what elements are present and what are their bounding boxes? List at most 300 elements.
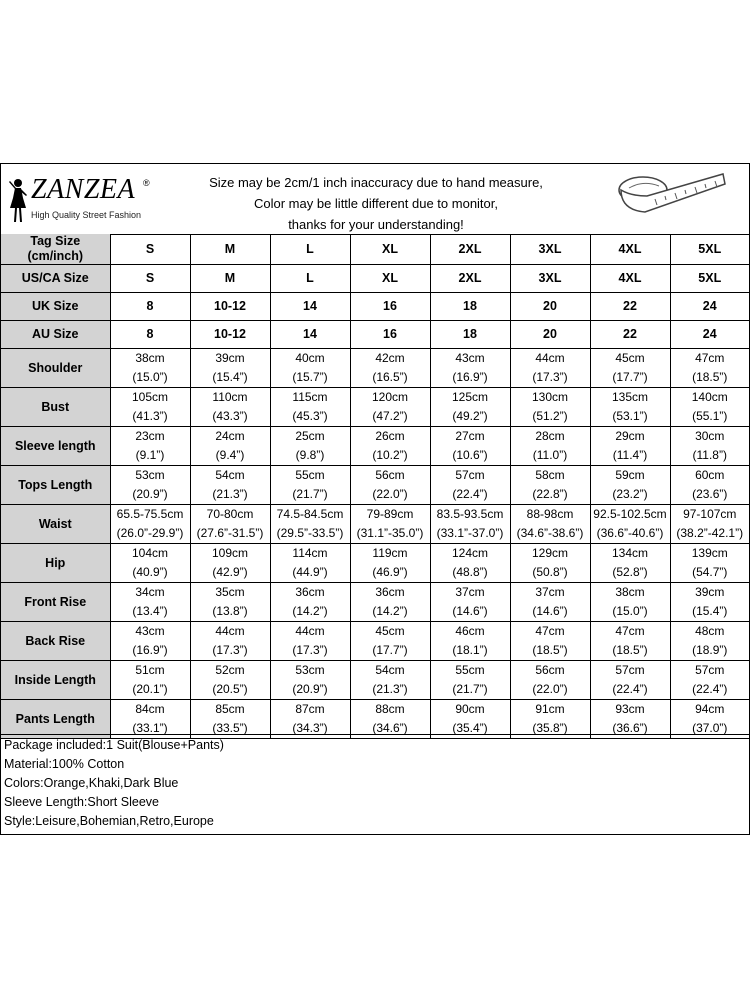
cm-value: 74.5-84.5cm xyxy=(276,507,344,521)
cm-value: 57cm xyxy=(695,663,725,677)
measure-row xyxy=(1,544,749,583)
row-label: Inside Length xyxy=(1,661,110,700)
cm-value: 47cm xyxy=(615,624,645,638)
notice-line: thanks for your understanding! xyxy=(288,217,464,232)
cm-value: 57cm xyxy=(615,663,645,677)
cm-value: 91cm xyxy=(535,702,565,716)
cm-value: 43cm xyxy=(135,624,165,638)
package-line: Sleeve Length:Short Sleeve xyxy=(4,795,159,809)
measure-cell xyxy=(190,388,270,427)
measure-cell xyxy=(510,700,590,739)
measure-row xyxy=(1,505,749,544)
cm-value: 24cm xyxy=(215,429,245,443)
package-line: Package included:1 Suit(Blouse+Pants) xyxy=(4,738,224,752)
size-cell: 24 xyxy=(670,321,749,349)
row-label: Bust xyxy=(1,388,110,427)
size-cell: 5XL xyxy=(670,234,749,265)
measure-cell xyxy=(270,505,350,544)
size-row xyxy=(1,321,749,349)
cm-value: 54cm xyxy=(375,663,405,677)
inch-value: (36.6”) xyxy=(612,721,648,735)
row-label: Tag Size (cm/inch) xyxy=(1,234,110,265)
cm-value: 36cm xyxy=(375,585,405,599)
row-label: Hip xyxy=(1,544,110,583)
inch-value: (18.1”) xyxy=(452,643,488,657)
size-cell: 2XL xyxy=(430,265,510,293)
cm-value: 83.5-93.5cm xyxy=(436,507,504,521)
inch-value: (34.3”) xyxy=(292,721,328,735)
inch-value: (21.3”) xyxy=(372,682,408,696)
cm-value: 65.5-75.5cm xyxy=(116,507,184,521)
measure-cell xyxy=(270,700,350,739)
measure-cell xyxy=(510,505,590,544)
cm-value: 130cm xyxy=(531,390,569,404)
cm-value: 84cm xyxy=(135,702,165,716)
inch-value: (41.3”) xyxy=(132,409,168,423)
cm-value: 27cm xyxy=(455,429,485,443)
inch-value: (53.1”) xyxy=(612,409,648,423)
measure-cell xyxy=(110,349,190,388)
inch-value: (15.4”) xyxy=(212,370,248,384)
cm-value: 44cm xyxy=(215,624,245,638)
measurement-notice xyxy=(181,172,571,235)
measure-cell xyxy=(670,388,749,427)
row-label: Tops Length xyxy=(1,466,110,505)
measure-cell xyxy=(270,466,350,505)
cm-value: 55cm xyxy=(295,468,325,482)
measure-cell xyxy=(190,661,270,700)
cm-value: 28cm xyxy=(535,429,565,443)
package-line: Colors:Orange,Khaki,Dark Blue xyxy=(4,776,179,790)
cm-value: 48cm xyxy=(695,624,725,638)
cm-value: 56cm xyxy=(375,468,405,482)
cm-value: 39cm xyxy=(695,585,725,599)
inch-value: (49.2”) xyxy=(452,409,488,423)
inch-value: (17.3”) xyxy=(532,370,568,384)
measuring-tape-icon xyxy=(611,166,731,230)
size-cell: 20 xyxy=(510,321,590,349)
cm-value: 140cm xyxy=(691,390,728,404)
inch-value: (37.0”) xyxy=(692,721,728,735)
measure-cell xyxy=(350,427,430,466)
inch-value: (14.6”) xyxy=(532,604,568,618)
inch-value: (43.3”) xyxy=(212,409,248,423)
cm-value: 94cm xyxy=(695,702,725,716)
inch-value: (27.6”-31.5”) xyxy=(196,526,264,540)
measure-cell xyxy=(590,544,670,583)
measure-cell xyxy=(670,466,749,505)
inch-value: (22.0”) xyxy=(532,682,568,696)
measure-cell xyxy=(670,505,749,544)
measure-cell xyxy=(590,622,670,661)
inch-value: (15.0”) xyxy=(132,370,168,384)
measure-cell xyxy=(190,700,270,739)
cm-value: 87cm xyxy=(295,702,325,716)
measure-cell xyxy=(510,349,590,388)
measure-row xyxy=(1,466,749,505)
inch-value: (14.6”) xyxy=(452,604,488,618)
measure-cell xyxy=(430,700,510,739)
cm-value: 34cm xyxy=(135,585,165,599)
cm-value: 40cm xyxy=(295,351,325,365)
cm-value: 58cm xyxy=(535,468,565,482)
woman-silhouette-icon xyxy=(7,178,29,224)
measure-cell xyxy=(110,622,190,661)
cm-value: 124cm xyxy=(451,546,489,560)
cm-value: 47cm xyxy=(535,624,565,638)
measure-cell xyxy=(430,544,510,583)
measure-cell xyxy=(190,622,270,661)
cm-value: 104cm xyxy=(131,546,169,560)
cm-value: 114cm xyxy=(292,546,328,560)
measure-cell xyxy=(670,583,749,622)
measure-cell xyxy=(350,661,430,700)
cm-value: 23cm xyxy=(135,429,165,443)
inch-value: (20.5”) xyxy=(212,682,248,696)
measure-row xyxy=(1,661,749,700)
size-cell: 24 xyxy=(670,293,749,321)
inch-value: (23.2”) xyxy=(612,487,648,501)
measure-cell xyxy=(510,388,590,427)
measure-cell xyxy=(350,466,430,505)
measure-cell xyxy=(510,622,590,661)
cm-value: 129cm xyxy=(531,546,569,560)
cm-value: 54cm xyxy=(215,468,245,482)
inch-value: (18.9”) xyxy=(692,643,728,657)
measure-cell xyxy=(190,583,270,622)
inch-value: (11.4”) xyxy=(612,448,648,462)
cm-value: 25cm xyxy=(295,429,325,443)
measure-cell xyxy=(350,544,430,583)
inch-value: (55.1”) xyxy=(692,409,728,423)
inch-value: (44.9”) xyxy=(292,565,328,579)
cm-value: 36cm xyxy=(295,585,325,599)
cm-value: 115cm xyxy=(292,390,328,404)
cm-value: 125cm xyxy=(451,390,489,404)
cm-value: 135cm xyxy=(611,390,649,404)
brand-tagline: High Quality Street Fashion xyxy=(31,210,142,220)
measure-cell xyxy=(350,349,430,388)
cm-value: 30cm xyxy=(695,429,725,443)
size-cell: XL xyxy=(350,265,430,293)
inch-value: (34.6”-38.6”) xyxy=(516,526,584,540)
inch-value: (33.1”) xyxy=(132,721,168,735)
row-label: Sleeve length xyxy=(1,427,110,466)
row-label: US/CA Size xyxy=(1,265,110,293)
measure-cell xyxy=(350,505,430,544)
cm-value: 44cm xyxy=(535,351,565,365)
measure-cell xyxy=(510,466,590,505)
inch-value: (33.1”-37.0”) xyxy=(436,526,504,540)
cm-value: 39cm xyxy=(215,351,245,365)
brand-name: ZANZEA xyxy=(31,174,136,205)
cm-value: 110cm xyxy=(212,390,248,404)
size-table xyxy=(1,234,749,739)
inch-value: (47.2”) xyxy=(372,409,408,423)
inch-value: (26.0”-29.9”) xyxy=(116,526,184,540)
inch-value: (9.1”) xyxy=(135,448,165,462)
measure-cell xyxy=(270,544,350,583)
cm-value: 38cm xyxy=(135,351,165,365)
inch-value: (21.7”) xyxy=(452,682,488,696)
brand-logo xyxy=(7,174,157,224)
cm-value: 43cm xyxy=(455,351,485,365)
size-row xyxy=(1,293,749,321)
inch-value: (15.7”) xyxy=(292,370,328,384)
inch-value: (22.4”) xyxy=(692,682,728,696)
inch-value: (22.4”) xyxy=(612,682,648,696)
cm-value: 46cm xyxy=(455,624,485,638)
chart-header xyxy=(1,164,749,235)
inch-value: (16.9”) xyxy=(452,370,488,384)
measure-cell xyxy=(430,583,510,622)
measure-cell xyxy=(430,661,510,700)
cm-value: 93cm xyxy=(615,702,645,716)
inch-value: (16.5”) xyxy=(372,370,408,384)
size-cell: L xyxy=(270,265,350,293)
cm-value: 51cm xyxy=(135,663,165,677)
cm-value: 88cm xyxy=(375,702,405,716)
measure-cell xyxy=(190,349,270,388)
measure-cell xyxy=(430,349,510,388)
size-row xyxy=(1,265,749,293)
measure-cell xyxy=(190,505,270,544)
cm-value: 119cm xyxy=(372,546,408,560)
inch-value: (22.4”) xyxy=(452,487,488,501)
measure-cell xyxy=(590,388,670,427)
inch-value: (21.3”) xyxy=(212,487,248,501)
notice-line: Size may be 2cm/1 inch inaccuracy due to hand measure, xyxy=(209,175,543,190)
inch-value: (18.5”) xyxy=(532,643,568,657)
cm-value: 26cm xyxy=(375,429,405,443)
size-cell: 14 xyxy=(270,321,350,349)
inch-value: (16.9”) xyxy=(132,643,168,657)
cm-value: 85cm xyxy=(215,702,245,716)
size-cell: 20 xyxy=(510,293,590,321)
size-cell: 3XL xyxy=(510,265,590,293)
measure-row xyxy=(1,583,749,622)
measure-cell xyxy=(590,427,670,466)
cm-value: 55cm xyxy=(455,663,485,677)
size-table-body xyxy=(1,234,749,739)
inch-value: (35.8”) xyxy=(532,721,568,735)
measure-cell xyxy=(510,544,590,583)
inch-value: (48.8”) xyxy=(452,565,488,579)
measure-cell xyxy=(190,427,270,466)
measure-cell xyxy=(430,427,510,466)
measure-cell xyxy=(670,544,749,583)
measure-cell xyxy=(430,388,510,427)
cm-value: 38cm xyxy=(615,585,645,599)
cm-value: 29cm xyxy=(615,429,645,443)
size-cell: 10-12 xyxy=(190,293,270,321)
cm-value: 139cm xyxy=(691,546,728,560)
cm-value: 44cm xyxy=(295,624,325,638)
measure-cell xyxy=(510,583,590,622)
inch-value: (13.8”) xyxy=(212,604,248,618)
inch-value: (18.5”) xyxy=(612,643,648,657)
row-label: Shoulder xyxy=(1,349,110,388)
cm-value: 88-98cm xyxy=(526,507,574,521)
measure-cell xyxy=(270,622,350,661)
measure-cell xyxy=(110,505,190,544)
inch-value: (29.5”-33.5”) xyxy=(276,526,344,540)
size-cell: M xyxy=(190,265,270,293)
package-info xyxy=(1,734,749,835)
measure-cell xyxy=(670,427,749,466)
row-label: Pants Length xyxy=(1,700,110,739)
cm-value: 37cm xyxy=(455,585,485,599)
inch-value: (15.4”) xyxy=(692,604,728,618)
inch-value: (18.5”) xyxy=(692,370,728,384)
measure-cell xyxy=(190,544,270,583)
inch-value: (45.3”) xyxy=(292,409,328,423)
cm-value: 70-80cm xyxy=(206,507,254,521)
cm-value: 37cm xyxy=(535,585,565,599)
cm-value: 79-89cm xyxy=(366,507,414,521)
size-cell: L xyxy=(270,234,350,265)
measure-cell xyxy=(590,505,670,544)
cm-value: 105cm xyxy=(131,390,169,404)
inch-value: (20.9”) xyxy=(292,682,328,696)
inch-value: (22.8”) xyxy=(532,487,568,501)
size-cell: XL xyxy=(350,234,430,265)
measure-cell xyxy=(270,661,350,700)
size-cell: 8 xyxy=(110,321,190,349)
inch-value: (9.4”) xyxy=(215,448,245,462)
inch-value: (38.2”-42.1”) xyxy=(676,526,744,540)
measure-cell xyxy=(110,700,190,739)
measure-cell xyxy=(270,349,350,388)
measure-cell xyxy=(350,583,430,622)
cm-value: 59cm xyxy=(615,468,645,482)
inch-value: (10.6”) xyxy=(452,448,488,462)
measure-cell xyxy=(430,505,510,544)
cm-value: 120cm xyxy=(371,390,409,404)
cm-value: 109cm xyxy=(211,546,249,560)
measure-cell xyxy=(670,700,749,739)
cm-value: 60cm xyxy=(695,468,725,482)
cm-value: 92.5-102.5cm xyxy=(593,507,667,521)
inch-value: (33.5”) xyxy=(212,721,248,735)
size-cell: 18 xyxy=(430,293,510,321)
row-label: AU Size xyxy=(1,321,110,349)
cm-value: 90cm xyxy=(455,702,485,716)
inch-value: (42.9”) xyxy=(212,565,248,579)
inch-value: (13.4”) xyxy=(132,604,168,618)
inch-value: (14.2”) xyxy=(372,604,408,618)
cm-value: 56cm xyxy=(535,663,565,677)
size-cell: 18 xyxy=(430,321,510,349)
row-label: Front Rise xyxy=(1,583,110,622)
inch-value: (17.7”) xyxy=(372,643,408,657)
measure-row xyxy=(1,388,749,427)
measure-cell xyxy=(110,583,190,622)
cm-value: 134cm xyxy=(611,546,649,560)
inch-value: (35.4”) xyxy=(452,721,488,735)
measure-cell xyxy=(350,700,430,739)
cm-value: 35cm xyxy=(215,585,245,599)
size-cell: 16 xyxy=(350,293,430,321)
inch-value: (15.0”) xyxy=(612,604,648,618)
inch-value: (20.9”) xyxy=(132,487,168,501)
inch-value: (51.2”) xyxy=(532,409,568,423)
measure-cell xyxy=(590,661,670,700)
inch-value: (14.2”) xyxy=(292,604,328,618)
measure-row xyxy=(1,349,749,388)
inch-value: (9.8”) xyxy=(295,448,325,462)
inch-value: (46.9”) xyxy=(372,565,408,579)
measure-cell xyxy=(670,661,749,700)
measure-cell xyxy=(270,388,350,427)
measure-row xyxy=(1,700,749,739)
measure-row xyxy=(1,622,749,661)
measure-cell xyxy=(590,700,670,739)
measure-cell xyxy=(510,427,590,466)
measure-cell xyxy=(270,427,350,466)
cm-value: 45cm xyxy=(375,624,405,638)
measure-row xyxy=(1,427,749,466)
size-cell: S xyxy=(110,234,190,265)
inch-value: (34.6”) xyxy=(372,721,408,735)
size-cell: M xyxy=(190,234,270,265)
inch-value: (17.3”) xyxy=(292,643,328,657)
measure-cell xyxy=(350,622,430,661)
measure-cell xyxy=(670,622,749,661)
measure-cell xyxy=(190,466,270,505)
measure-cell xyxy=(590,583,670,622)
cm-value: 57cm xyxy=(455,468,485,482)
inch-value: (11.0”) xyxy=(532,448,568,462)
inch-value: (17.7”) xyxy=(612,370,648,384)
size-cell: 16 xyxy=(350,321,430,349)
cm-value: 45cm xyxy=(615,351,645,365)
size-cell: 22 xyxy=(590,321,670,349)
row-label: Back Rise xyxy=(1,622,110,661)
size-cell: 3XL xyxy=(510,234,590,265)
inch-value: (50.8”) xyxy=(532,565,568,579)
inch-value: (54.7”) xyxy=(692,565,728,579)
package-line: Material:100% Cotton xyxy=(4,757,125,771)
measure-cell xyxy=(110,544,190,583)
measure-cell xyxy=(350,388,430,427)
row-label: UK Size xyxy=(1,293,110,321)
inch-value: (36.6”-40.6”) xyxy=(596,526,664,540)
measure-cell xyxy=(110,427,190,466)
inch-value: (52.8”) xyxy=(612,565,648,579)
row-label: Waist xyxy=(1,505,110,544)
inch-value: (10.2”) xyxy=(372,448,408,462)
size-cell: 10-12 xyxy=(190,321,270,349)
inch-value: (40.9”) xyxy=(132,565,168,579)
registered-mark: ® xyxy=(143,178,150,188)
size-cell: 8 xyxy=(110,293,190,321)
measure-cell xyxy=(110,466,190,505)
size-cell: 22 xyxy=(590,293,670,321)
cm-value: 42cm xyxy=(375,351,405,365)
measure-cell xyxy=(110,388,190,427)
measure-cell xyxy=(430,466,510,505)
size-row xyxy=(1,234,749,265)
measure-cell xyxy=(270,583,350,622)
size-cell: 14 xyxy=(270,293,350,321)
inch-value: (22.0”) xyxy=(372,487,408,501)
measure-cell xyxy=(430,622,510,661)
size-cell: 4XL xyxy=(590,234,670,265)
measure-cell xyxy=(670,349,749,388)
size-cell: 2XL xyxy=(430,234,510,265)
cm-value: 53cm xyxy=(135,468,165,482)
